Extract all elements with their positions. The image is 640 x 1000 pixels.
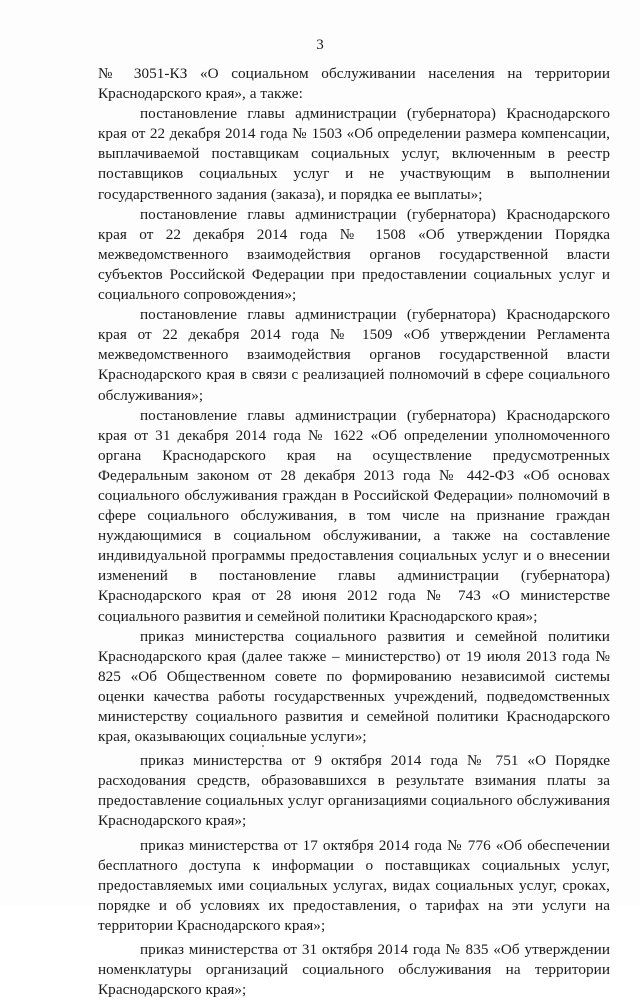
paragraph-order-835: приказ министерства от 31 октября 2014 года № 835 «Об утверждении номенклатуры организаций социального обслуживания на территории Краснодарского края»;: [98, 941, 610, 999]
paragraph-decree-1509: постановление главы администрации (губернатора) Краснодарского края от 22 декабря 2014 года № 1509 «Об утверждении Регламента межведомственного взаимодействия органов государственной власти Краснодарского края в связи с реализацией полномочий в сфере социального обслуживания»;: [98, 306, 610, 404]
paragraph-decree-1508: постановление главы администрации (губернатора) Краснодарского края от 22 декабря 2014 года № 1508 «Об утверждении Порядка межведомственного взаимодействия органов государственной власти субъектов Российской Федерации при предоставлении социальных услуг и социального сопровождения»;: [98, 205, 610, 304]
paragraph-order-825: приказ министерства социального развития и семейной политики Краснодарского края (далее также – министерство) от 19 июля 2013 года № 825 «Об Общественном совете по формированию независимой системы оценки качества работы государственных учреждений, подведомственных министерству социального развития и семейной политики Краснодарского края, оказывающих социальные услуги»;: [98, 627, 610, 746]
scan-speck: [262, 745, 264, 747]
paragraph-decree-1503: постановление главы администрации (губернатора) Краснодарского края от 22 декабря 2014 года № 1503 «Об определении размера компенсации, выплачиваемой поставщикам социальных услуг, включенным в реестр поставщиков социальных услуг и не участвующим в выполнении государственного задания (заказа), и порядка ее выплаты»;: [98, 105, 610, 203]
paragraph-decree-1622: постановление главы администрации (губернатора) Краснодарского края от 31 декабря 2014 года № 1622 «Об определении уполномоченного органа Краснодарского края на осуществление предусмотренных Федеральным законом от 28 декабря 2013 года № 442-ФЗ «Об основах социального обслуживания граждан в Российской Федерации» полномочий в сфере социального обслуживания, в том числе на признание граждан нуждающимися в социальном обслуживании, а также на составление индивидуальной программы предоставления социальных услуг и о внесении изменений в постановление главы администрации (губернатора) Краснодарского края от 28 июня 2012 года № 743 «О министерстве социального развития и семейной политики Краснодарского края»;: [98, 406, 610, 625]
paragraph-order-751: приказ министерства от 9 октября 2014 года № 751 «О Порядке расходования средств, образовавшихся в результате взимания платы за предоставление социальных услуг организациями социального обслуживания Краснодарского края»;: [98, 752, 610, 830]
document-body: [98, 64, 610, 1000]
paragraph-intro-continuation: № 3051-КЗ «О социальном обслуживании населения на территории Краснодарского края», а также:: [98, 65, 610, 103]
page-number: 3: [316, 37, 324, 53]
paragraph-order-776: приказ министерства от 17 октября 2014 года № 776 «Об обеспечении бесплатного доступа к информации о поставщиках социальных услуг, предоставляемых ими социальных услугах, видах социальных услуг, сроках, порядке и об условиях их предоставления, о тарифах на эти услуги на территории Краснодарского края»;: [98, 836, 610, 934]
